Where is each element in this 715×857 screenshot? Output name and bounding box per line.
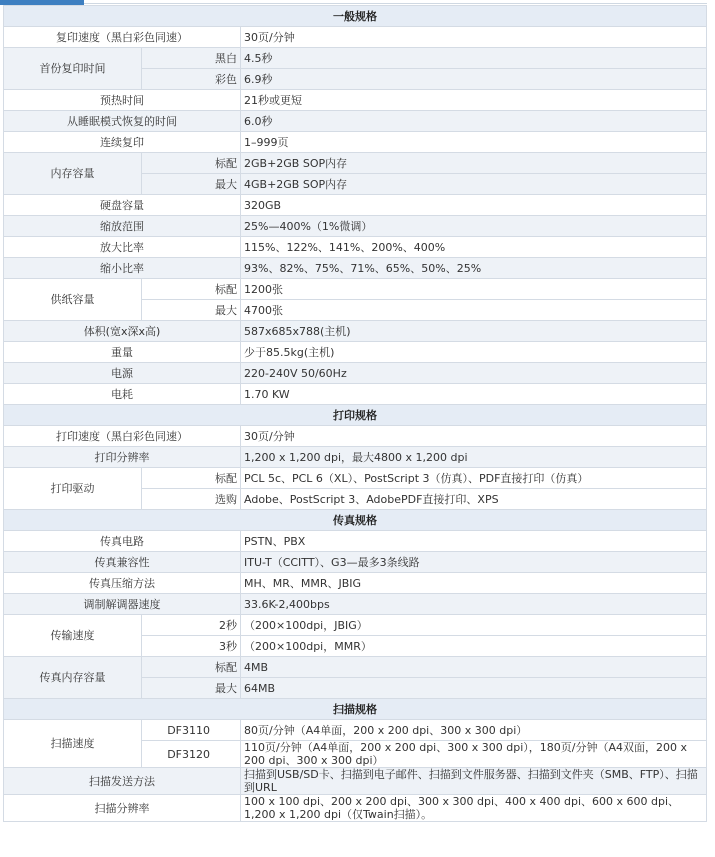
spec-value: 587x685x788(主机) [241,321,707,342]
table-row [4,768,707,795]
spec-label: 首份复印时间 [4,48,142,90]
spec-label: 缩放范围 [4,216,241,237]
spec-sublabel: 最大 [142,678,241,699]
spec-label: 复印速度（黑白彩色同速） [4,27,241,48]
spec-sublabel: 最大 [142,174,241,195]
section-header-fax [4,510,707,531]
spec-value: ITU-T（CCITT）、G3—最多3条线路 [241,552,707,573]
table-row [4,321,707,342]
spec-value: 80页/分钟（A4单面，200 x 200 dpi、300 x 300 dpi） [241,720,707,741]
table-row [4,279,707,300]
spec-label: 传真兼容性 [4,552,241,573]
spec-value: 30页/分钟 [241,426,707,447]
table-row [4,795,707,822]
spec-value: 4MB [241,657,707,678]
spec-value: 64MB [241,678,707,699]
table-row [4,552,707,573]
spec-label: 体积(宽x深x高) [4,321,241,342]
spec-label: 重量 [4,342,241,363]
section-header-print [4,405,707,426]
spec-value: 30页/分钟 [241,27,707,48]
spec-value: 1.70 KW [241,384,707,405]
spec-value: 220-240V 50/60Hz [241,363,707,384]
table-row [4,363,707,384]
table-row [4,468,707,489]
spec-sublabel: 3秒 [142,636,241,657]
spec-value: 少于85.5kg(主机) [241,342,707,363]
spec-label: 扫描速度 [4,720,142,768]
spec-value: 扫描到USB/SD卡、扫描到电子邮件、扫描到文件服务器、扫描到文件夹（SMB、FTP）、扫描到URL [241,768,707,795]
spec-value: 93%、82%、75%、71%、65%、50%、25% [241,258,707,279]
spec-sublabel: DF3120 [142,741,241,768]
spec-value: 4GB+2GB SOP内存 [241,174,707,195]
table-row [4,237,707,258]
spec-sublabel: 选购 [142,489,241,510]
table-row [4,132,707,153]
spec-value: MH、MR、MMR、JBIG [241,573,707,594]
spec-value: （200×100dpi，JBIG） [241,615,707,636]
table-row [4,48,707,69]
spec-value: PSTN、PBX [241,531,707,552]
spec-label: 硬盘容量 [4,195,241,216]
spec-label: 传真压缩方法 [4,573,241,594]
spec-sublabel: 标配 [142,153,241,174]
section-title: 一般规格 [4,6,707,27]
spec-value: 1200张 [241,279,707,300]
tab-underline [0,3,707,4]
spec-value: 115%、122%、141%、200%、400% [241,237,707,258]
table-row [4,615,707,636]
spec-label: 供纸容量 [4,279,142,321]
spec-label: 电耗 [4,384,241,405]
section-header-scan [4,699,707,720]
section-title: 扫描规格 [4,699,707,720]
table-row [4,426,707,447]
spec-sublabel: 标配 [142,279,241,300]
spec-label: 预热时间 [4,90,241,111]
spec-value: Adobe、PostScript 3、AdobePDF直接打印、XPS [241,489,707,510]
spec-value: 2GB+2GB SOP内存 [241,153,707,174]
spec-sublabel: 标配 [142,468,241,489]
spec-sublabel: 彩色 [142,69,241,90]
spec-value: 1,200 x 1,200 dpi，最大4800 x 1,200 dpi [241,447,707,468]
section-header-general [4,6,707,27]
spec-table [3,5,707,822]
spec-label: 扫描分辨率 [4,795,241,822]
table-row [4,27,707,48]
table-row [4,384,707,405]
spec-label: 电源 [4,363,241,384]
table-row [4,111,707,132]
section-title: 打印规格 [4,405,707,426]
spec-label: 缩小比率 [4,258,241,279]
spec-value: 4.5秒 [241,48,707,69]
spec-label: 打印分辨率 [4,447,241,468]
table-row [4,90,707,111]
spec-value: 320GB [241,195,707,216]
table-row [4,258,707,279]
spec-sublabel: 标配 [142,657,241,678]
spec-label: 连续复印 [4,132,241,153]
spec-value: PCL 5c、PCL 6（XL）、PostScript 3（仿真）、PDF直接打印（仿真） [241,468,707,489]
table-row [4,153,707,174]
table-row [4,342,707,363]
spec-label: 传真内存容量 [4,657,142,699]
spec-value: 21秒或更短 [241,90,707,111]
spec-sublabel: 最大 [142,300,241,321]
spec-value: 33.6K-2,400bps [241,594,707,615]
table-row [4,447,707,468]
spec-sublabel: 黑白 [142,48,241,69]
spec-label: 调制解调器速度 [4,594,241,615]
spec-sublabel: 2秒 [142,615,241,636]
spec-value: 4700张 [241,300,707,321]
spec-value: 6.9秒 [241,69,707,90]
spec-sublabel: DF3110 [142,720,241,741]
spec-label: 从睡眠模式恢复的时间 [4,111,241,132]
table-row [4,531,707,552]
spec-value: 6.0秒 [241,111,707,132]
spec-value: 1–999页 [241,132,707,153]
spec-value: 100 x 100 dpi、200 x 200 dpi、300 x 300 dpi、400 x 400 dpi、600 x 600 dpi、1,200 x 1,200 dpi（仅Twain扫描）。 [241,795,707,822]
spec-value: 110页/分钟（A4单面，200 x 200 dpi、300 x 300 dpi），180页/分钟（A4双面，200 x 200 dpi、300 x 300 dpi） [241,741,707,768]
table-row [4,573,707,594]
table-row [4,657,707,678]
table-row [4,195,707,216]
spec-label: 打印速度（黑白彩色同速） [4,426,241,447]
spec-label: 传输速度 [4,615,142,657]
table-row [4,216,707,237]
table-row [4,594,707,615]
spec-label: 内存容量 [4,153,142,195]
spec-label: 打印驱动 [4,468,142,510]
spec-label: 扫描发送方法 [4,768,241,795]
table-row [4,720,707,741]
spec-value: （200×100dpi，MMR） [241,636,707,657]
spec-value: 25%—400%（1%微调） [241,216,707,237]
spec-label: 放大比率 [4,237,241,258]
spec-label: 传真电路 [4,531,241,552]
section-title: 传真规格 [4,510,707,531]
